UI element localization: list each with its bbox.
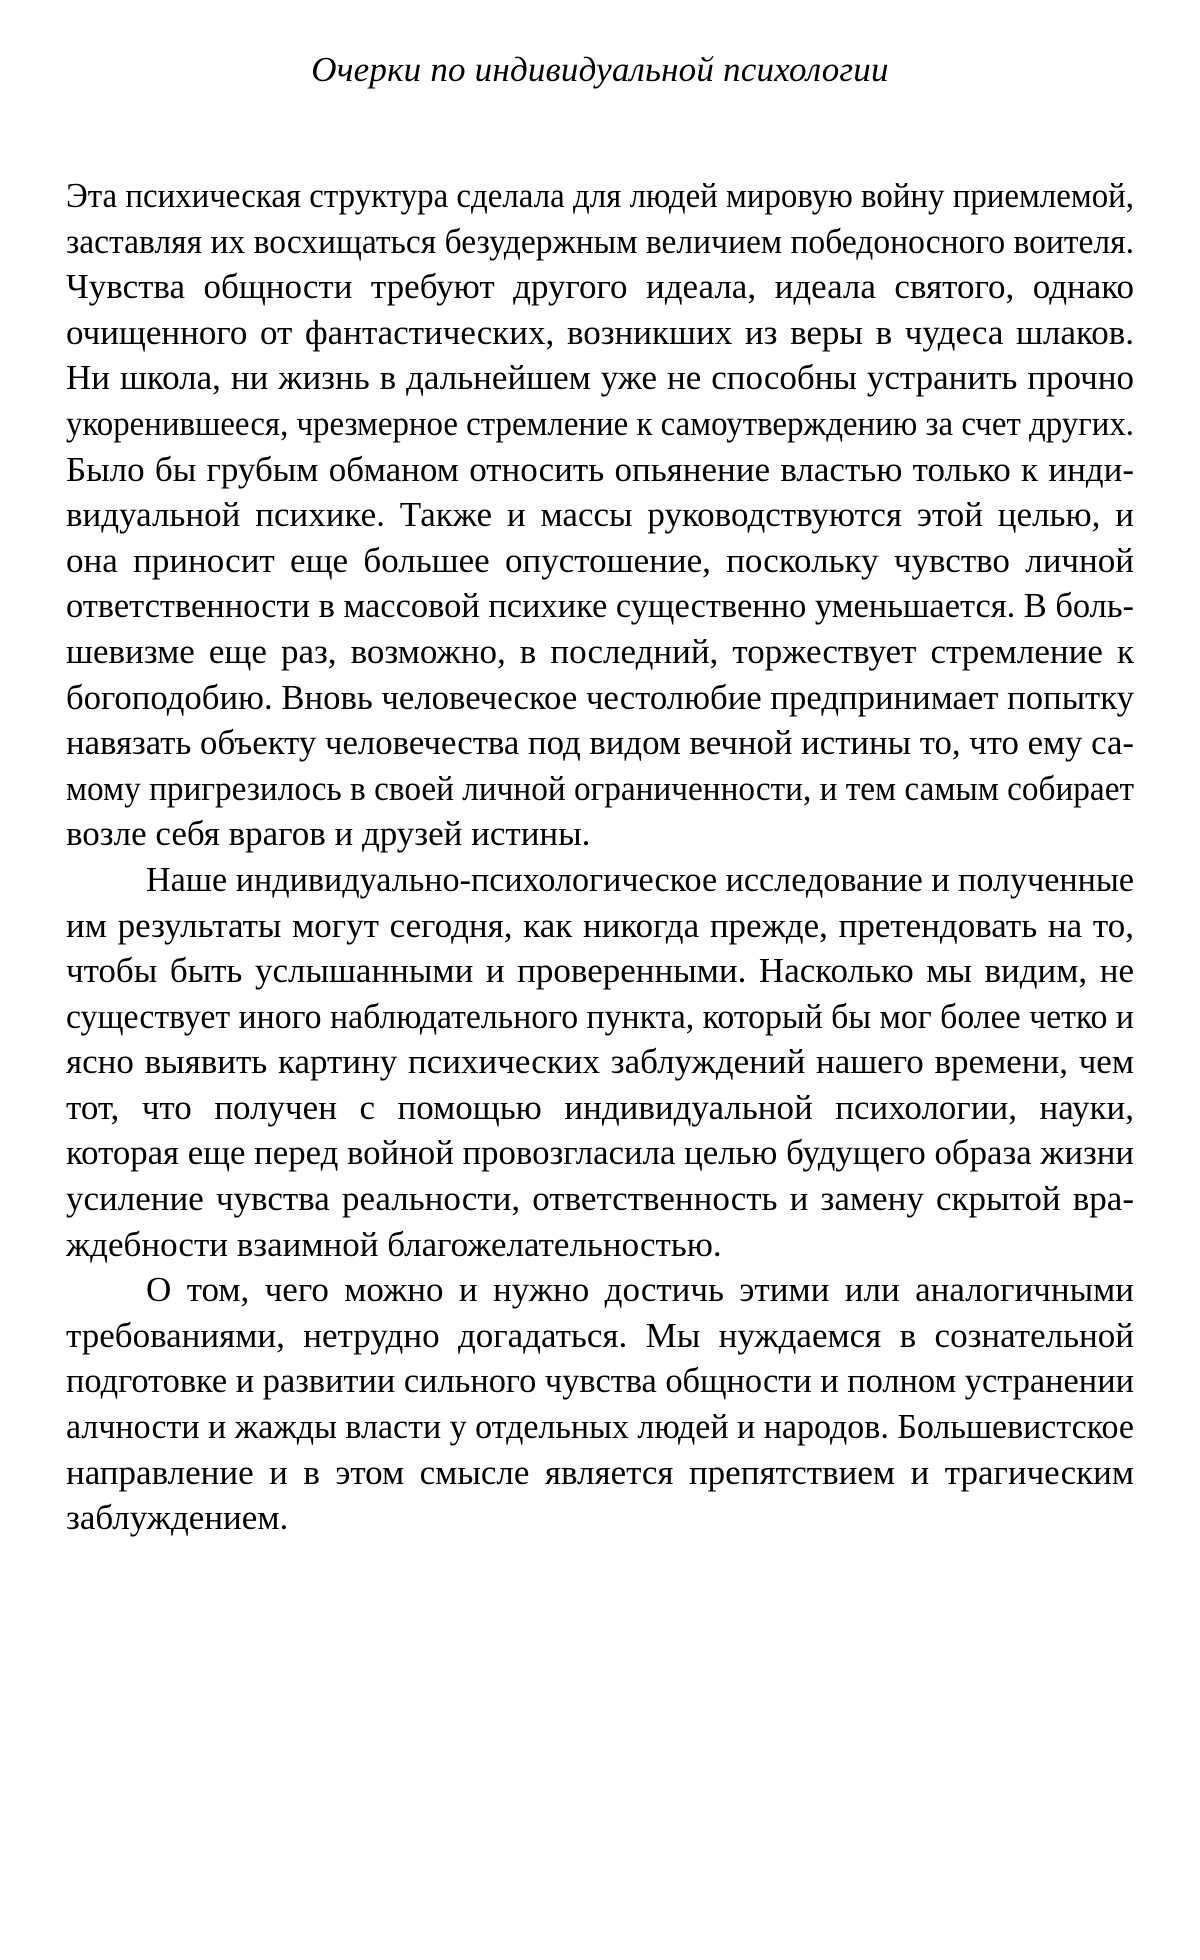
text-line: очищенного от фантастических, возникших из веры в чудеса шлаков. xyxy=(66,312,1134,352)
text-line: мому пригрезилось в своей личной ограниченности, и тем самым собирает xyxy=(66,768,1134,808)
body-text xyxy=(66,173,1134,1541)
text-line: существует иного наблюдательного пункта, который бы мог более четко и xyxy=(66,996,1134,1036)
text-line: требованиями, нетрудно догадаться. Мы нуждаемся в сознательной xyxy=(66,1315,1134,1355)
text-line: чтобы быть услышанными и проверенными. Насколько мы видим, не xyxy=(66,951,1134,991)
text-line: богоподобию. Вновь человеческое честолюбие предпринимает попытку xyxy=(66,677,1134,717)
text-line: видуальной психике. Также и массы руководствуются этой целью, и xyxy=(66,495,1134,535)
text-line: О том, чего можно и нужно достичь этими или аналогичными xyxy=(146,1270,1134,1310)
text-line: алчности и жажды власти у отдельных людей и народов. Большевистское xyxy=(66,1407,1134,1447)
text-line: ответственности в массовой психике существенно уменьшается. В боль- xyxy=(66,586,1134,626)
text-line: Эта психическая структура сделала для людей мировую войну приемлемой, xyxy=(66,176,1134,215)
text-line: шевизме еще раз, возможно, в последний, торжествует стремление к xyxy=(66,631,1134,671)
text-line: тот, что получен с помощью индивидуальной психологии, науки, xyxy=(66,1087,1134,1127)
text-line: Чувства общности требуют другого идеала, идеала святого, однако xyxy=(66,267,1134,307)
text-line: им результаты могут сегодня, как никогда прежде, претендовать на то, xyxy=(66,905,1134,945)
paragraph-3 xyxy=(66,1267,1134,1541)
text-line: Наше индивидуально-психологическое исследование и полученные xyxy=(146,859,1134,899)
text-line: которая еще перед войной провозгласила целью будущего образа жизни xyxy=(66,1133,1134,1173)
text-line: ясно выявить картину психических заблуждений нашего времени, чем xyxy=(66,1042,1134,1082)
text-line: заставляя их восхищаться безудержным величием победоносного воителя. xyxy=(66,221,1134,261)
text-line: заблуждением. xyxy=(66,1498,289,1538)
text-line: укоренившееся, чрезмерное стремление к самоутверждению за счет других. xyxy=(66,403,1134,443)
paragraph-2 xyxy=(66,857,1134,1267)
text-line: навязать объекту человечества под видом вечной истины то, что ему са- xyxy=(66,723,1134,763)
text-line: ждебности взаимной благожелательностью. xyxy=(66,1224,722,1264)
text-line: Было бы грубым обманом относить опьянение властью только к инди- xyxy=(66,449,1134,489)
paragraph-1 xyxy=(66,173,1134,857)
text-line: возле себя врагов и друзей истины. xyxy=(66,814,591,854)
text-line: подготовке и развитии сильного чувства общности и полном устранении xyxy=(66,1361,1134,1401)
text-line: Ни школа, ни жизнь в дальнейшем уже не способны устранить прочно xyxy=(66,358,1134,398)
running-header: Очерки по индивидуальной психологии xyxy=(311,50,889,89)
text-line: направление и в этом смысле является препятствием и трагическим xyxy=(66,1452,1134,1492)
text-line: усиление чувства реальности, ответственность и замену скрытой вра- xyxy=(66,1179,1134,1219)
text-line: она приносит еще большее опустошение, поскольку чувство личной xyxy=(66,540,1134,580)
